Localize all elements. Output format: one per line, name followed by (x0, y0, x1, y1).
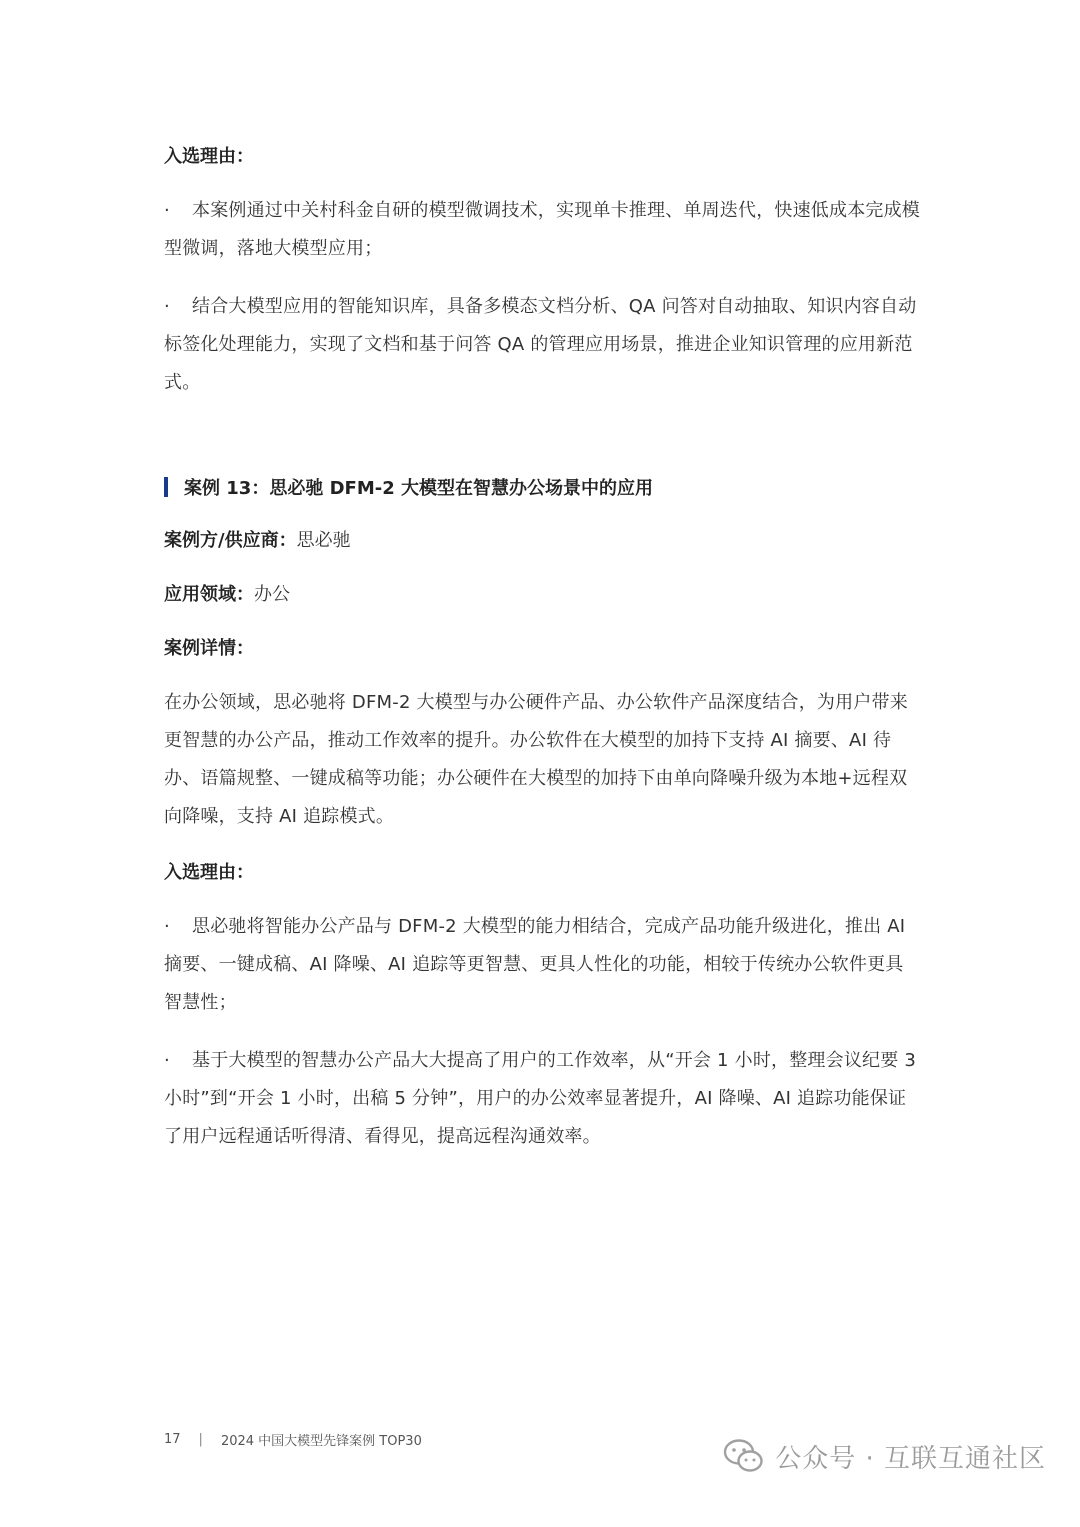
reason-bullet-2 (164, 288, 920, 402)
case-title-text: 案例 13：思必驰 DFM-2 大模型在智慧办公场景中的应用 (184, 478, 653, 499)
page-footer (164, 1430, 422, 1449)
case-title (164, 470, 920, 504)
case-reason-bullet-2 (164, 1042, 920, 1156)
footer-doc-title: 2024 中国大模型先锋案例 TOP30 (220, 1434, 422, 1449)
page-content (164, 140, 920, 1156)
wechat-icon (723, 1437, 765, 1475)
case-reason-bullet-text: 思必驰将智能办公产品与 DFM-2 大模型的能力相结合，完成产品功能升级进化，推出 AI 摘要、一键成稿、AI 降噪、AI 追踪等更智慧、更具人性化的功能，相较于传统办公软件更具智慧性； (164, 916, 906, 1013)
footer-separator: | (198, 1432, 203, 1447)
case-reason-bullet-1 (164, 908, 920, 1022)
domain-label: 应用领域： (164, 584, 254, 605)
watermark-text: 公众号 · 互联互通社区 (775, 1443, 1046, 1474)
provider-value: 思必驰 (296, 530, 351, 551)
reason-bullet-1 (164, 192, 920, 268)
details-heading: 案例详情： (164, 638, 254, 659)
watermark (723, 1437, 1046, 1475)
provider-label: 案例方/供应商： (164, 530, 297, 551)
domain-row (164, 578, 920, 612)
reason-bullet-text: 本案例通过中关村科金自研的模型微调技术，实现单卡推理、单周迭代，快速低成本完成模型微调，落地大模型应用； (164, 200, 920, 259)
bullet-dot: · (164, 200, 170, 221)
bullet-dot: · (164, 916, 170, 937)
case-title-accent-bar (164, 477, 168, 497)
domain-value: 办公 (254, 584, 290, 605)
reason-bullet-text: 结合大模型应用的智能知识库，具备多模态文档分析、QA 问答对自动抽取、知识内容自动标签化处理能力，实现了文档和基于问答 QA 的管理应用场景，推进企业知识管理的应用新范式。 (164, 296, 917, 393)
case-reason-bullet-text: 基于大模型的智慧办公产品大大提高了用户的工作效率，从“开会 1 小时，整理会议纪要 3 小时”到“开会 1 小时，出稿 5 分钟”，用户的办公效率显著提升，AI 降噪、AI 追踪功能保证了用户远程通话听得清、看得见，提高远程沟通效率。 (164, 1050, 916, 1147)
reasons-heading-1: 入选理由： (164, 146, 254, 167)
page-number: 17 (164, 1432, 181, 1447)
provider-row (164, 524, 920, 558)
reasons-heading-2: 入选理由： (164, 862, 254, 883)
details-paragraph: 在办公领域，思必驰将 DFM-2 大模型与办公硬件产品、办公软件产品深度结合，为用户带来更智慧的办公产品，推动工作效率的提升。办公软件在大模型的加持下支持 AI 摘要、AI 待办、语篇规整、一键成稿等功能；办公硬件在大模型的加持下由单向降噪升级为本地+远程双向降噪，支持 AI 追踪模式。 (164, 692, 908, 827)
bullet-dot: · (164, 1050, 170, 1071)
bullet-dot: · (164, 296, 170, 317)
